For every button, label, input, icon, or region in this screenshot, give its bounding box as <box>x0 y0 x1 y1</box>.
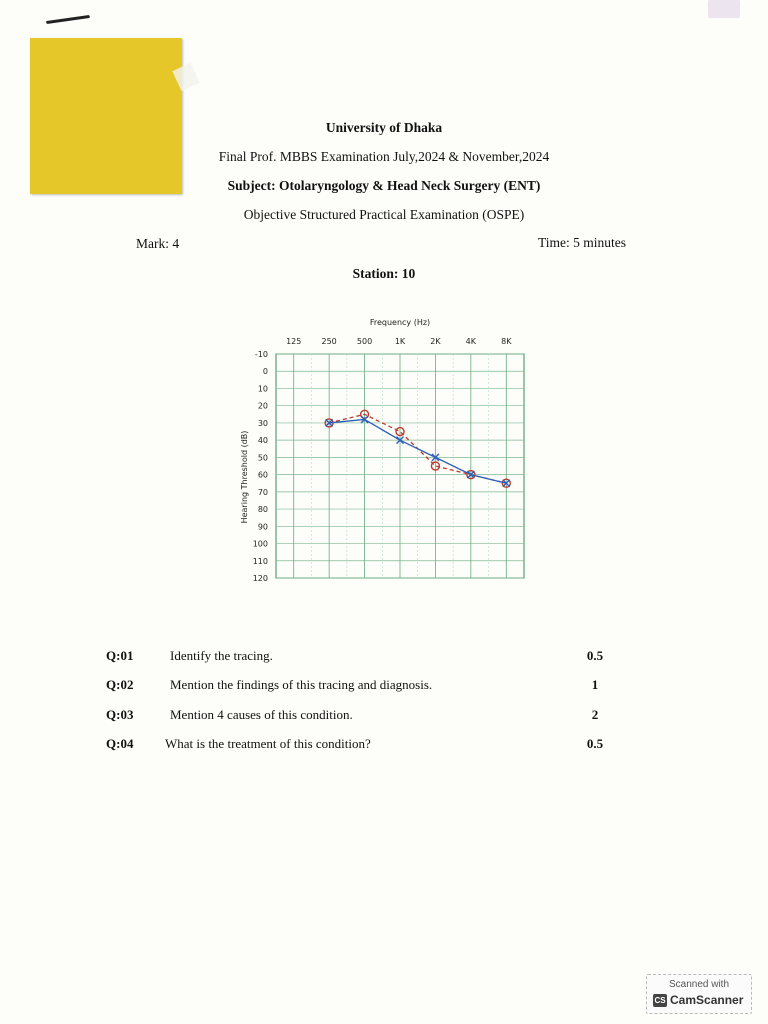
question-number: Q:03 <box>106 707 134 722</box>
question-row <box>0 677 768 697</box>
y-tick-label: 110 <box>252 556 268 566</box>
question-text: Mention 4 causes of this condition. <box>170 707 353 722</box>
camscanner-badge <box>646 974 752 1014</box>
y-tick-label: 10 <box>257 384 268 394</box>
y-tick-label: 100 <box>252 539 268 549</box>
station-label: Station: 10 <box>352 266 416 281</box>
question-text: What is the treatment of this condition? <box>165 736 371 751</box>
question-number: Q:02 <box>106 677 134 692</box>
pen-mark <box>46 15 90 24</box>
question-number: Q:01 <box>106 648 134 663</box>
y-tick-label: 0 <box>262 367 268 377</box>
y-tick-label: 120 <box>252 574 268 583</box>
y-axis-ticks <box>253 350 268 583</box>
x-tick-label: 8K <box>501 337 512 346</box>
x-axis-ticks <box>286 337 512 346</box>
y-tick-label: 80 <box>257 505 268 515</box>
question-row <box>0 707 768 727</box>
question-mark: 2 <box>591 707 599 722</box>
exam-type: Objective Structured Practical Examination (OSPE) <box>243 207 525 222</box>
x-tick-label: 2K <box>430 337 441 346</box>
corner-smudge <box>708 0 740 18</box>
x-tick-label: 250 <box>321 337 337 346</box>
question-mark: 1 <box>591 677 599 692</box>
camscanner-name: CamScanner <box>670 993 744 1007</box>
y-tick-label: 20 <box>257 401 268 411</box>
y-tick-label: 40 <box>257 436 268 446</box>
camscanner-logo-icon: CS <box>654 996 666 1005</box>
question-text: Mention the findings of this tracing and diagnosis. <box>170 677 433 692</box>
mark-label: Mark: 4 <box>136 236 180 251</box>
question-row <box>0 736 768 756</box>
y-axis-label: Hearing Threshold (dB) <box>240 430 249 524</box>
scanned-with-text: Scanned with <box>668 979 730 990</box>
question-text: Identify the tracing. <box>170 648 273 663</box>
university-title: University of Dhaka <box>325 120 443 135</box>
chart-title: Frequency (Hz) <box>369 318 431 327</box>
y-tick-label: 30 <box>257 418 268 428</box>
question-mark: 0.5 <box>586 648 604 663</box>
audiogram-chart <box>222 312 532 584</box>
y-tick-label: 50 <box>257 453 268 463</box>
x-tick-label: 125 <box>286 337 302 346</box>
x-tick-label: 500 <box>356 337 373 346</box>
audiogram-grid <box>276 354 524 578</box>
question-mark: 0.5 <box>586 736 604 751</box>
x-tick-label: 1K <box>394 337 406 346</box>
exam-title: Final Prof. MBBS Examination July,2024 & November,2024 <box>218 149 550 164</box>
sticky-note <box>30 38 182 194</box>
time-label: Time: 5 minutes <box>538 235 627 250</box>
y-tick-label: -10 <box>254 350 268 359</box>
question-row <box>0 648 768 668</box>
subject-title: Subject: Otolaryngology & Head Neck Surgery (ENT) <box>227 178 541 193</box>
x-tick-label: 4K <box>465 337 477 346</box>
y-tick-label: 60 <box>257 470 268 480</box>
y-tick-label: 90 <box>257 522 268 532</box>
question-number: Q:04 <box>106 736 134 751</box>
y-tick-label: 70 <box>257 487 268 497</box>
